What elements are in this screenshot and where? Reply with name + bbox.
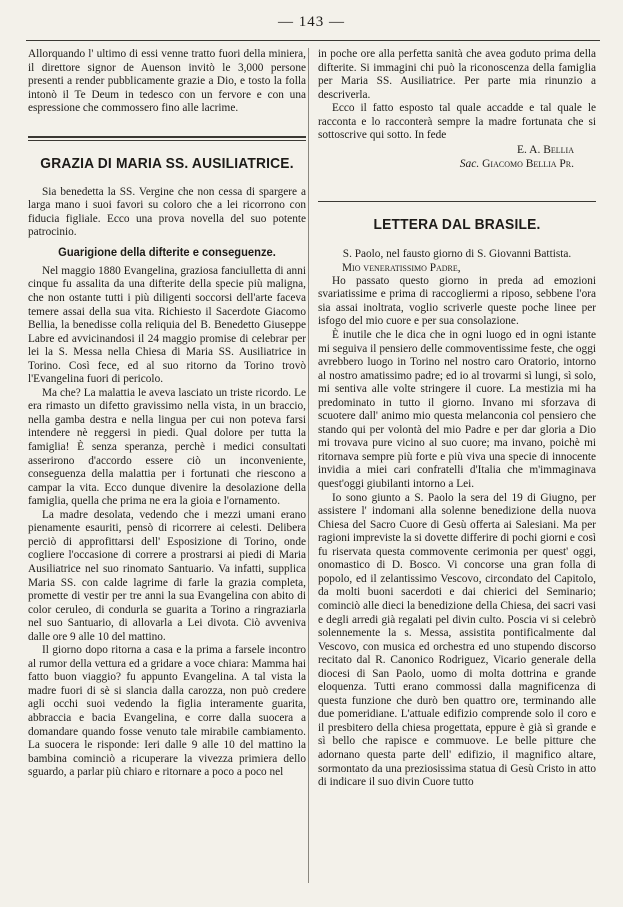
paragraph-1: Nel maggio 1880 Evangelina, graziosa fanciulletta di anni cinque fu assalita da una difterite della specie più maligna, che non ostante tutti i più diligenti soccorsi dell'arte faceva temere assai della sua vita. Richiesto il Sacerdote Giacomo Bellia, la benedisse colla reliquia del B. Benedetto Giuseppe Labre ed avvicinandosi il 24 maggio promise di celebrar per lei la S. Messa nella Chiesa di Maria SS. Ausiliatrice in Torino. Così fece, ed al suo ritorno da Torino trovò l'Evangelina fuori di pericolo. [28, 264, 306, 386]
paragraph-2: Ma che? La malattia le aveva lasciato un triste ricordo. Le era rimasto un difetto gravissimo nella vista, in un braccio, nella gamba destra e nella lingua per cui non poteva farsi intendere nè reggersi in piedi. Qual dolore per tutta la famiglia! È senza speranza, perchè i medici consultati asserirono d'accordo essere ciò un inconveniente, conseguenza della malattia per i fortunati che riescono a campar la vita. Ecco dunque divenire la desolazione della famiglia, quella che prima ne era la gioia e l'ornamento. [28, 386, 306, 508]
paragraph-3: La madre desolata, vedendo che i mezzi umani erano pienamente esauriti, pensò di ricorrere ai celesti. Delibera perciò di approfittarsi dell' Esposizione di Torino, onde cogliere l'occasione di correre a prostrarsi ai piedi di Maria Ausiliatrice nel suo rinomato Santuario. Va infatti, supplica Maria SS. con calde lagrime di farle la grazia completa, promette di vestir per tre anni la sua Evangelina con abito di color ceruleo, di condurla se guarita a Torino a ringraziarla nel suo Santuario, di allovarla a Lei divota. Ciò avveniva dalle ore 9 alle 10 del mattino. [28, 508, 306, 643]
section-intro: Sia benedetta la SS. Vergine che non cessa di spargere a larga mano i suoi favori su coloro che a lei ricorrono con fiducia figliale. Ecco una prova novella del suo potente patrocinio. [28, 185, 306, 239]
signature-2 [318, 157, 596, 171]
signature-2-prefix: Sac. [459, 157, 480, 170]
continued-paragraph: in poche ore alla perfetta sanità che avea goduto prima della difterite. Si immagini chi può la riconoscenza della famiglia per Maria SS. Ausiliatrice. Per parte mia rinunzio a descriverla. [318, 48, 596, 101]
letter-title: LETTERA DAL BRASILE. [373, 215, 541, 233]
intro-paragraph: Allorquando l' ultimo di essi venne tratto fuori della miniera, il direttore signor de Auenson invitò le 3,000 persone presenti a render pubblicamente grazie a Dio, e tosto la folla intonò il Te Deum in tedesco con un fervore e con una espressione che commossero fino alle lacrime. [28, 48, 306, 115]
right-column [318, 48, 596, 790]
page-number: — 143 — [278, 14, 345, 30]
paragraph-4: Il giorno dopo ritorna a casa e la prima a farsele incontro al rumor della vettura ed a gridare a voce chiara: Mamma hai fatto buon viaggio? fu appunto Evangelina. A tal vista la madre fuori di sè si slancia dalla carozza, non può credere agli occhi suoi vedendo la figlia interamente guarita, abbraccia e bacia Evangelina, e corre dalla suocera a domandare quando fosse venuto tale mirabile cambiamento. La suocera le risponde: Ieri dalle 9 alle 10 del mattino la bambina cominciò a ricuperare la vivezza primiera dello sguardo, a parlar più chiaro e ritornare a poco a poco nel [28, 644, 306, 779]
column-divider [308, 48, 309, 883]
header-rule [26, 40, 600, 41]
section-title: GRAZIA DI MARIA SS. AUSILIATRICE. [40, 154, 294, 172]
letter-rule [318, 201, 596, 202]
testimony-paragraph: Ecco il fatto esposto tal quale accadde e tal quale le racconta e lo racconterà sempre la madre fortunata che si sottoscrive qui sotto. In fede [318, 102, 596, 142]
left-column [28, 48, 306, 780]
letter-paragraph-3: Io sono giunto a S. Paolo la sera del 19 di Giugno, per assistere l' indomani alla solenne benedizione della nuova Chiesa del Sacro Cuore di Gesù offerta ai Salesiani. Ma per ragioni impreviste la si dovette differire di pochi giorni e così fu riservata questa commovente cerimonia per quest' oggi, onomastico di D. Bosco. Vi concorse una gran folla di popolo, ed il zelantissimo Vescovo, circondato del Capitolo, da molti buoni sacerdoti e dai chierici del Seminario; cominciò alle dieci la benedizione della Chiesa, dei sacri vasi e degli arredi già regalati pel divin culto. Poscia vi si celebrò solennemente la s. Messa, assistita pontificalmente dal Vescovo, con musica ed orchestra ed uno stupendo discorso recitato dal R. Canonico Rodriguez, Vicario generale della diocesi di San Paolo, uomo di molta dottrina e grande eloquenza. Tutti erano commossi dalla magnificenza di questa funzione che durò ben quattro ore, terminando alle due pomeridiane. L'attuale edifizio comprende solo il coro e il presbitero della chiesa progettata, eppure è già sì grande e sì bello che rapisce e commuove. Le belle pitture che adornano questa parte dell' edifizio, il magnifico altare, sormontato da una preziosissima statua di Gesù Cristo in atto di indicare il suo divin Cuore tutto [318, 491, 596, 789]
section-rule [28, 136, 306, 141]
letter-salutation: Mio veneratissimo Padre, [342, 261, 461, 274]
letter-place-date: S. Paolo, nel fausto giorno di S. Giovanni Battista. [342, 247, 572, 260]
signature-1-name: E. A. Bellia [517, 143, 574, 156]
signature-2-name: Giacomo Bellia Pr. [482, 157, 574, 170]
letter-paragraph-1: Ho passato questo giorno in preda ad emozioni svariatissime e prima di raccogliermi a riposo, sebbene l'ora sia assai inoltrata, voglio scriverle queste poche linee per isfogo del mio cuore e per sua consolazione. [318, 274, 596, 328]
signature-1 [318, 143, 596, 157]
article-subtitle: Guarigione della difterite e conseguenze. [58, 244, 276, 259]
letter-paragraph-2: È inutile che le dica che in ogni luogo ed in ogni istante mi seguiva il pensiero delle commoventissime feste, che oggi avrebbero luogo in Torino nel nostro caro Oratorio, intorno al nostro amatissimo padre; ed io al trovarmi sì lungi, sì solo, mi sentiva alle volte stringere il cuore. La mestizia mi ha predominato in tutto il giorno. Invano mi sforzava di scuotere dall' animo mio questa melanconia col pensiero che stando qui per volontà del mio Padre e per dar gloria a Dio mi trovava pure vicino al suo cuore; ma invano, poichè mi ritornava sempre più forte e più viva una specie di innocente invidia a miei cari confratelli d'Italia che m'immaginava quest'oggi giubilanti intorno a Lei. [318, 329, 596, 491]
